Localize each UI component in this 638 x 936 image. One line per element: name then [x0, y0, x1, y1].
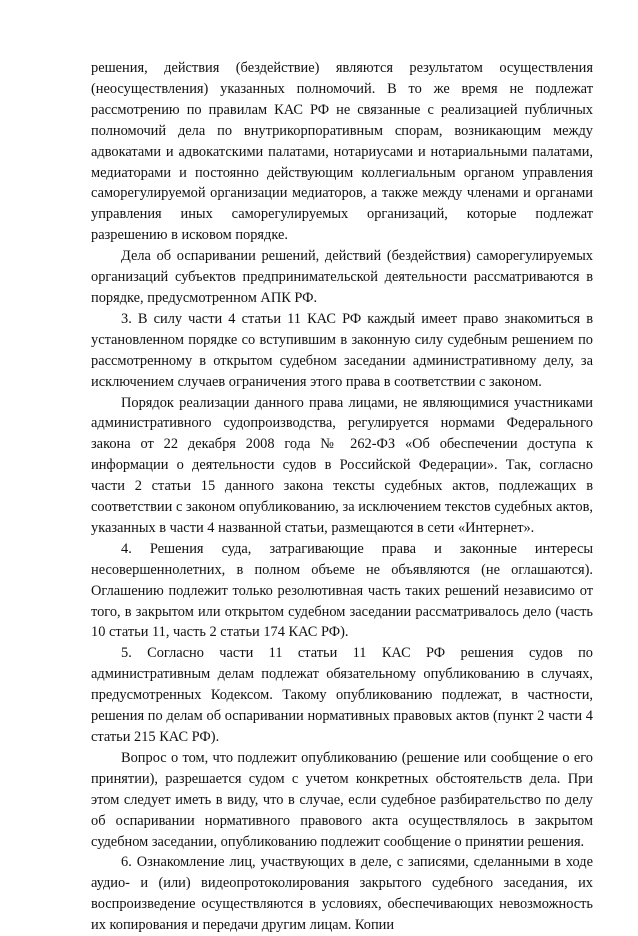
paragraph-item-4: 4. Решения суда, затрагивающие права и законные интересы несовершеннолетних, в полном объеме не объявляются (не оглашаются). Оглашению подлежит только резолютивная часть таких решений независимо от того, в закрытом или открытом судебном заседании рассматривалось дело (часть 10 статьи 11, часть 2 статьи 174 КАС РФ). — [91, 540, 593, 641]
paragraph-publication-question: Вопрос о том, что подлежит опубликованию (решение или сообщение о его принятии), разрешается судом с учетом конкретных обстоятельств дела. При этом следует иметь в виду, что в случае, если судебное разбирательство по делу об оспаривании нормативного правового акта осуществлялось в закрытом судебном заседании, опубликованию подлежит сообщение о принятии решения. — [91, 749, 593, 850]
paragraph-item-6: 6. Ознакомление лиц, участвующих в деле, с записями, сделанными в ходе аудио- и (или) видеопротоколирования закрытого судебного заседания, их воспроизведение осуществляются в условиях, обеспечивающих невозможность их копирования и передачи другим лицам. Копии — [91, 854, 593, 934]
paragraph-continuation: решения, действия (бездействие) являются результатом осуществления (неосуществления) указанных полномочий. В то же время не подлежат рассмотрению по правилам КАС РФ не связанные с реализацией публичных полномочий дела по внутрикорпоративным спорам, возникающим между адвокатами и адвокатскими палатами, нотариусами и нотариальными палатами, медиаторами и постоянно действующим коллегиальным органом управления саморегулируемой организации медиаторов, а также между членами и органами управления иных саморегулируемых организаций, которые подлежат разрешению в исковом порядке. — [91, 60, 593, 244]
paragraph-item-3: 3. В силу части 4 статьи 11 КАС РФ каждый имеет право знакомиться в установленном порядке со вступившим в законную силу судебным решением по рассмотренному в открытом судебном заседании административному делу, за исключением случаев ограничения этого права в соответствии с законом. — [91, 310, 593, 390]
paragraph-self-regulatory-organizations: Дела об оспаривании решений, действий (бездействия) саморегулируемых организаций субъектов предпринимательской деятельности рассматриваются в порядке, предусмотренном АПК РФ. — [91, 248, 593, 306]
paragraph-access-procedure: Порядок реализации данного права лицами, не являющимися участниками административного судопроизводства, регулируется нормами Федерального закона от 22 декабря 2008 года № 262-ФЗ «Об обеспечении доступа к информации о деятельности судов в Российской Федерации». Так, согласно части 2 статьи 15 данного закона тексты судебных актов, подлежащих в соответствии с законом опубликованию, за исключением текстов судебных актов, указанных в части 4 названной статьи, размещаются в сети «Интернет». — [91, 394, 593, 536]
document-page — [91, 58, 593, 936]
paragraph-item-5: 5. Согласно части 11 статьи 11 КАС РФ решения судов по административным делам подлежат обязательному опубликованию в случаях, предусмотренных Кодексом. Такому опубликованию подлежат, в частности, решения по делам об оспаривании нормативных правовых актов (пункт 2 части 4 статьи 215 КАС РФ). — [91, 645, 593, 745]
